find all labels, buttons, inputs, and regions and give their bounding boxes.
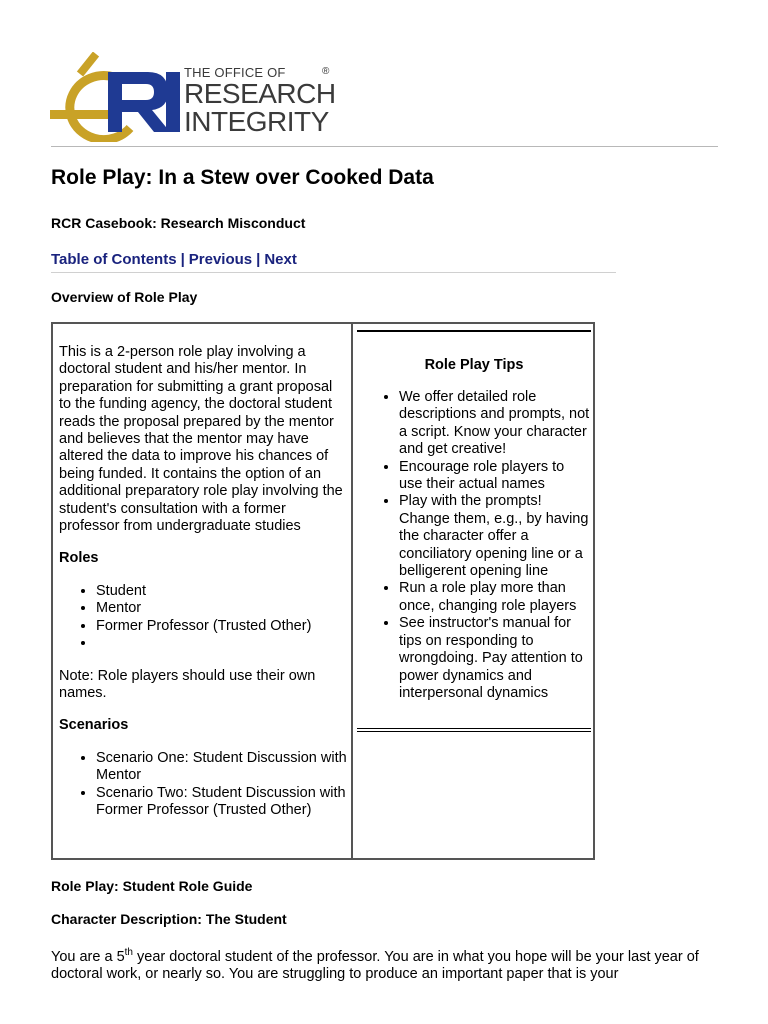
overview-left-column — [59, 344, 347, 819]
scenarios-heading: Scenarios — [59, 717, 129, 734]
list-item: • Student — [96, 583, 347, 600]
list-item — [96, 635, 347, 652]
list-item: • Run a role play more than once, changing role players — [399, 580, 591, 615]
previous-link[interactable]: Previous — [188, 251, 253, 268]
list-item: • Scenario One: Student Discussion with Mentor — [96, 750, 347, 785]
list-item: • Scenario Two: Student Discussion with Former Professor (Trusted Other) — [96, 785, 347, 820]
overview-table — [51, 322, 595, 860]
list-item: • See instructor's manual for tips on responding to wrongdoing. Pay attention to power dynamics and interpersonal dynamics — [399, 615, 591, 702]
tips-bottom-rule — [357, 728, 591, 732]
logo-line1: THE OFFICE OF — [184, 65, 286, 80]
next-link[interactable]: Next — [264, 251, 297, 268]
logo-r-letter — [108, 72, 170, 132]
logo-tick-icon — [80, 54, 96, 74]
page-title: Role Play: In a Stew over Cooked Data — [51, 166, 434, 189]
tips-heading: Role Play Tips — [424, 357, 524, 373]
list-item: • Mentor — [96, 600, 347, 617]
logo-line2: RESEARCH — [184, 78, 336, 109]
body-sup: th — [124, 947, 133, 958]
logo-line3: INTEGRITY — [184, 106, 329, 137]
page-subtitle: RCR Casebook: Research Misconduct — [51, 215, 306, 231]
header-divider — [51, 146, 718, 147]
list-item: • Encourage role players to use their actual names — [399, 459, 591, 494]
logo-text — [184, 66, 336, 136]
logo-i-letter — [166, 72, 180, 132]
list-item: • Former Professor (Trusted Other) — [96, 618, 347, 635]
roles-heading: Roles — [59, 550, 99, 567]
registered-mark: ® — [322, 66, 330, 77]
body-paragraph — [51, 944, 721, 984]
tips-list — [357, 389, 591, 702]
column-divider — [351, 324, 353, 858]
breadcrumb-nav — [51, 251, 297, 268]
tips-top-rule — [357, 330, 591, 332]
overview-heading: Overview of Role Play — [51, 289, 198, 305]
intro-paragraph: This is a 2-person role play involving a doctoral student and his/her mentor. In preparation for submitting a grant proposal to the funding agency, the doctoral student reads the proposal prepared by the mentor and believes that the mentor may have altered the data to improve his chances of being funded. It contains the option of an additional preparatory role play involving the student's consultation with a former professor from undergraduate studies — [59, 344, 343, 535]
nav-separator: | — [180, 251, 185, 268]
student-guide-heading: Role Play: Student Role Guide — [51, 878, 253, 894]
body-part1: You are a 5 — [51, 948, 125, 965]
body-part2: year doctoral student of the professor. You are in what you hope will be your last year of doctoral work, or nearly so. You are struggling to produce an important paper that is your — [51, 948, 699, 983]
roles-note: Note: Role players should use their own names. — [59, 667, 316, 701]
roles-list — [59, 583, 347, 653]
tips-column — [357, 328, 591, 732]
nav-separator: | — [256, 251, 261, 268]
character-heading: Character Description: The Student — [51, 911, 287, 927]
nav-divider — [51, 272, 616, 273]
list-item: • Play with the prompts! Change them, e.g., by having the character offer a conciliatory opening line or a belligerent opening line — [399, 493, 591, 580]
toc-link[interactable]: Table of Contents — [51, 251, 177, 268]
scenarios-list — [59, 750, 347, 820]
list-item: • We offer detailed role descriptions and prompts, not a script. Know your character and get creative! — [399, 389, 591, 459]
